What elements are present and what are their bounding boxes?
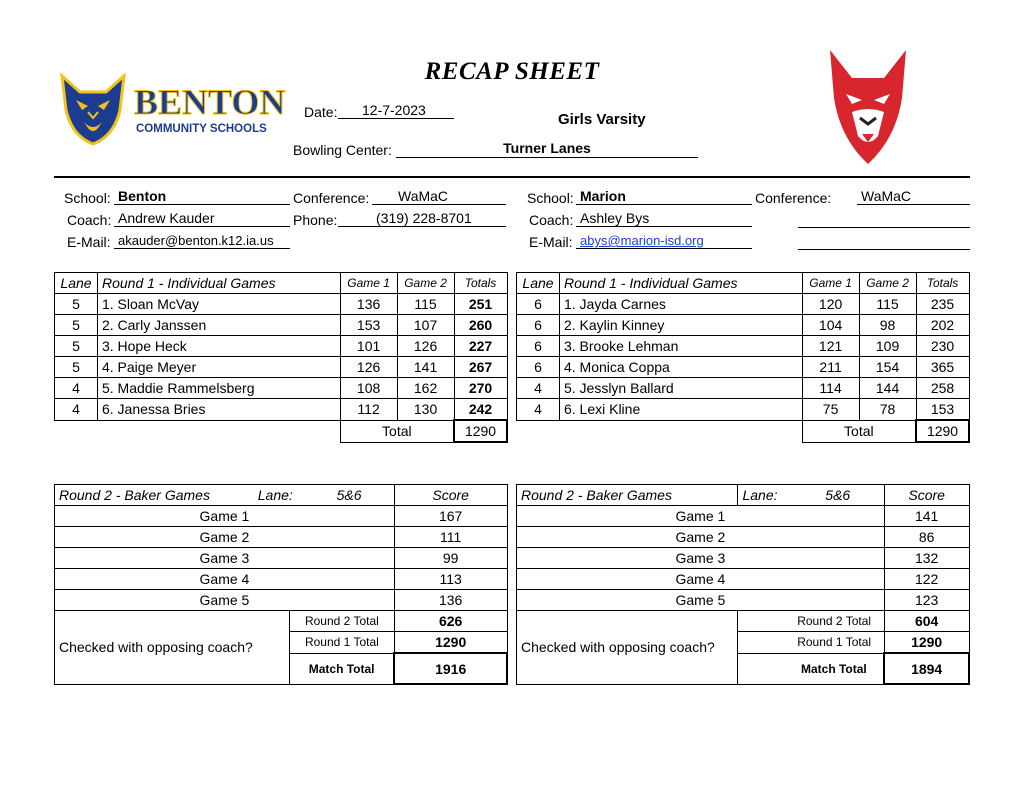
- date-label: Date:: [304, 104, 338, 120]
- lane-cell: 5: [55, 357, 98, 378]
- total-cell: 230: [916, 336, 969, 357]
- game1-cell: 121: [802, 336, 859, 357]
- marion-round1-table: [516, 272, 970, 443]
- bowler-name: 2. Carly Janssen: [97, 315, 340, 336]
- table-row: [55, 378, 508, 399]
- game-score: 111: [394, 527, 507, 548]
- checked-with-coach: Checked with opposing coach?: [517, 611, 738, 685]
- game2-cell: 141: [397, 357, 454, 378]
- table-row: [517, 548, 970, 569]
- table-row: [517, 506, 970, 527]
- game1-cell: 136: [340, 294, 397, 315]
- round2-lane-label: Lane:: [257, 487, 293, 503]
- round1-header: Round 1 - Individual Games: [559, 273, 802, 294]
- bowler-name: 1. Sloan McVay: [97, 294, 340, 315]
- game-score: 141: [884, 506, 969, 527]
- lane-cell: 6: [517, 336, 560, 357]
- bowler-name: 3. Hope Heck: [97, 336, 340, 357]
- game1-cell: 108: [340, 378, 397, 399]
- benton-match-total: 1916: [394, 653, 507, 684]
- game2-cell: 130: [397, 399, 454, 421]
- bowler-name: 6. Janessa Bries: [97, 399, 340, 421]
- bowler-name: 5. Jesslyn Ballard: [559, 378, 802, 399]
- total-cell: 251: [454, 294, 507, 315]
- home-email-label: E-Mail:: [67, 234, 111, 250]
- bowler-name: 4. Monica Coppa: [559, 357, 802, 378]
- bowler-name: 1. Jayda Carnes: [559, 294, 802, 315]
- game-label: Game 4: [55, 569, 395, 590]
- table-row: [517, 590, 970, 611]
- game1-cell: 101: [340, 336, 397, 357]
- game1-cell: 114: [802, 378, 859, 399]
- checked-with-coach: Checked with opposing coach?: [55, 611, 290, 685]
- table-row: [517, 569, 970, 590]
- total-cell: 202: [916, 315, 969, 336]
- marion-round1-total: 1290: [916, 420, 969, 442]
- lane-cell: 4: [55, 378, 98, 399]
- round2-total-label: Round 2 Total: [289, 611, 394, 632]
- game2-cell: 154: [859, 357, 916, 378]
- round2-header: Round 2 - Baker Games: [517, 485, 738, 506]
- table-row: [55, 357, 508, 378]
- lane-cell: 4: [517, 378, 560, 399]
- game-label: Game 1: [55, 506, 395, 527]
- benton-round2-table: [54, 484, 508, 685]
- total-cell: 153: [916, 399, 969, 421]
- game2-header: Game 2: [859, 273, 916, 294]
- totals-header: Totals: [916, 273, 969, 294]
- home-coach: Andrew Kauder: [114, 210, 290, 227]
- away-email-label: E-Mail:: [529, 234, 573, 250]
- table-row: [517, 378, 970, 399]
- away-coach-label: Coach:: [529, 212, 574, 228]
- game1-header: Game 1: [340, 273, 397, 294]
- bowler-name: 6. Lexi Kline: [559, 399, 802, 421]
- away-blank-line-2: [798, 232, 970, 250]
- game-label: Game 5: [517, 590, 885, 611]
- round2-lanes: 5&6: [336, 487, 362, 503]
- total-cell: 260: [454, 315, 507, 336]
- marion-round2-total: 604: [884, 611, 969, 632]
- round2-total-label: Round 2 Total: [738, 611, 884, 632]
- game2-cell: 144: [859, 378, 916, 399]
- home-conference-label: Conference:: [293, 190, 370, 206]
- lane-cell: 6: [517, 315, 560, 336]
- game2-cell: 109: [859, 336, 916, 357]
- marion-logo: [822, 48, 914, 168]
- round2-header-cell: [55, 485, 395, 506]
- lane-cell: 6: [517, 357, 560, 378]
- home-school: Benton: [114, 188, 290, 205]
- marion-match-total: 1894: [884, 653, 969, 684]
- game-label: Game 3: [517, 548, 885, 569]
- benton-logo-sub: COMMUNITY SCHOOLS: [136, 123, 267, 135]
- game-label: Game 3: [55, 548, 395, 569]
- bowler-name: 3. Brooke Lehman: [559, 336, 802, 357]
- home-email: akauder@benton.k12.ia.us: [114, 232, 290, 249]
- game-score: 86: [884, 527, 969, 548]
- game-label: Game 5: [55, 590, 395, 611]
- game2-cell: 115: [397, 294, 454, 315]
- game-label: Game 2: [517, 527, 885, 548]
- game-score: 136: [394, 590, 507, 611]
- score-header: Score: [884, 485, 969, 506]
- table-row: [517, 357, 970, 378]
- game2-cell: 126: [397, 336, 454, 357]
- away-blank-line-1: [798, 210, 970, 228]
- game1-cell: 104: [802, 315, 859, 336]
- game1-cell: 126: [340, 357, 397, 378]
- table-row: [55, 569, 508, 590]
- lane-cell: 6: [517, 294, 560, 315]
- lane-header: Lane: [517, 273, 560, 294]
- away-school: Marion: [576, 188, 752, 205]
- date-value: 12-7-2023: [338, 102, 454, 119]
- round2-lanes: 5&6: [825, 487, 851, 503]
- totals-header: Totals: [454, 273, 507, 294]
- table-row: [55, 590, 508, 611]
- benton-round1-table: [54, 272, 508, 443]
- table-row: [55, 399, 508, 421]
- total-cell: 227: [454, 336, 507, 357]
- wolf-icon: [822, 48, 914, 168]
- home-phone-label: Phone:: [293, 212, 338, 228]
- bowler-name: 2. Kaylin Kinney: [559, 315, 802, 336]
- marion-round2-table: [516, 484, 970, 685]
- game2-cell: 162: [397, 378, 454, 399]
- table-row: [517, 336, 970, 357]
- lane-cell: 4: [55, 399, 98, 421]
- game1-header: Game 1: [802, 273, 859, 294]
- benton-logo: [58, 70, 288, 150]
- away-conference: WaMaC: [857, 188, 970, 205]
- table-row: [517, 527, 970, 548]
- bowling-center-label: Bowling Center:: [293, 142, 392, 158]
- bowler-name: 4. Paige Meyer: [97, 357, 340, 378]
- table-row: [55, 294, 508, 315]
- round1-total-label: Round 1 Total: [289, 632, 394, 654]
- total-cell: 365: [916, 357, 969, 378]
- game1-cell: 211: [802, 357, 859, 378]
- lane-cell: 4: [517, 399, 560, 421]
- lane-cell: 5: [55, 336, 98, 357]
- bowler-name: 5. Maddie Rammelsberg: [97, 378, 340, 399]
- game-score: 123: [884, 590, 969, 611]
- game-score: 113: [394, 569, 507, 590]
- game1-cell: 112: [340, 399, 397, 421]
- game1-cell: 153: [340, 315, 397, 336]
- home-school-label: School:: [64, 190, 111, 206]
- game2-header: Game 2: [397, 273, 454, 294]
- bowling-center-value: Turner Lanes: [396, 140, 698, 158]
- match-total-label: Match Total: [289, 653, 394, 684]
- table-row: [55, 336, 508, 357]
- benton-logo-name: BENTON: [134, 82, 286, 122]
- game-score: 132: [884, 548, 969, 569]
- round2-lane-label: Lane:: [742, 487, 778, 503]
- game2-cell: 107: [397, 315, 454, 336]
- game-score: 122: [884, 569, 969, 590]
- table-row: [517, 294, 970, 315]
- game2-cell: 98: [859, 315, 916, 336]
- round1-total-label: Round 1 Total: [738, 632, 884, 654]
- game2-cell: 115: [859, 294, 916, 315]
- marion-round1-total-carry: 1290: [884, 632, 969, 654]
- benton-round1-total: 1290: [454, 420, 507, 442]
- game1-cell: 75: [802, 399, 859, 421]
- game-score: 167: [394, 506, 507, 527]
- table-row: [55, 315, 508, 336]
- benton-round1-total-carry: 1290: [394, 632, 507, 654]
- division: Girls Varsity: [558, 111, 646, 128]
- table-row: [517, 399, 970, 421]
- benton-round2-total: 626: [394, 611, 507, 632]
- total-cell: 267: [454, 357, 507, 378]
- game1-cell: 120: [802, 294, 859, 315]
- score-header: Score: [394, 485, 507, 506]
- round2-header: Round 2 - Baker Games: [59, 487, 210, 503]
- game-label: Game 2: [55, 527, 395, 548]
- total-cell: 270: [454, 378, 507, 399]
- table-row: [55, 506, 508, 527]
- wildcat-icon: [58, 70, 288, 150]
- game-label: Game 1: [517, 506, 885, 527]
- lane-cell: 5: [55, 315, 98, 336]
- total-label: Total: [802, 420, 916, 442]
- away-conference-label: Conference:: [755, 190, 832, 206]
- game-score: 99: [394, 548, 507, 569]
- total-cell: 242: [454, 399, 507, 421]
- lane-header: Lane: [55, 273, 98, 294]
- table-row: [55, 527, 508, 548]
- away-coach: Ashley Bys: [576, 210, 752, 227]
- home-conference: WaMaC: [372, 188, 506, 205]
- table-row: [517, 315, 970, 336]
- lane-cell: 5: [55, 294, 98, 315]
- table-row: [55, 548, 508, 569]
- home-phone: (319) 228-8701: [338, 210, 506, 227]
- match-total-label: Match Total: [738, 653, 884, 684]
- away-school-label: School:: [527, 190, 574, 206]
- home-coach-label: Coach:: [67, 212, 112, 228]
- round1-header: Round 1 - Individual Games: [97, 273, 340, 294]
- total-cell: 258: [916, 378, 969, 399]
- total-cell: 235: [916, 294, 969, 315]
- away-email-field: [576, 232, 752, 249]
- page-title: RECAP SHEET: [424, 58, 600, 85]
- round2-lane-cell: [738, 485, 884, 506]
- away-email-link[interactable]: abys@marion-isd.org: [580, 233, 704, 248]
- game-label: Game 4: [517, 569, 885, 590]
- header-divider: [54, 176, 970, 178]
- game2-cell: 78: [859, 399, 916, 421]
- total-label: Total: [340, 420, 454, 442]
